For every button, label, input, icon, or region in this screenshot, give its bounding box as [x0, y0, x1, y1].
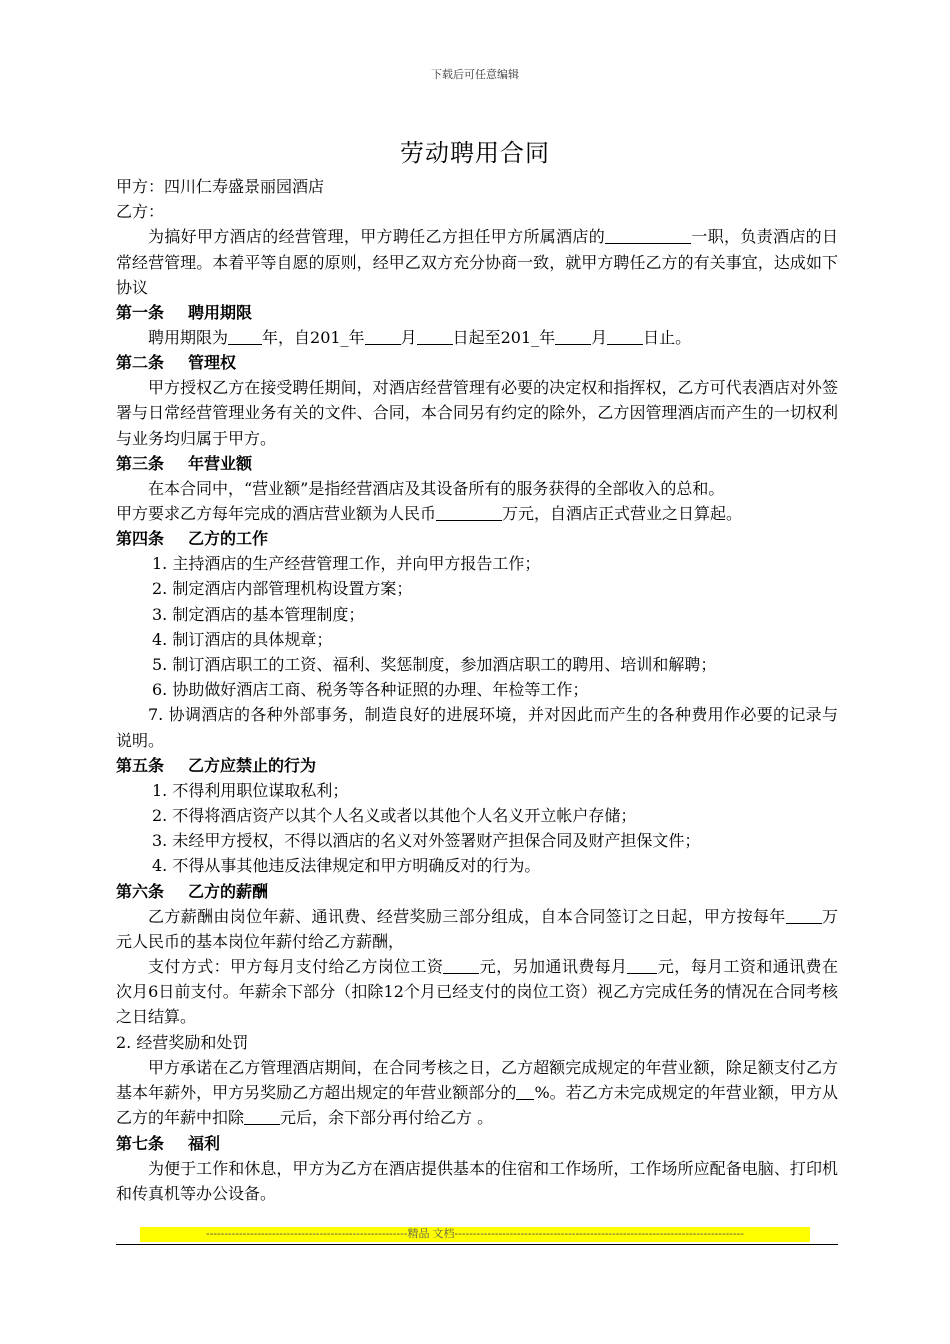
- bonus-percent-blank: [516, 1083, 534, 1100]
- section-5-number: 第五条: [116, 755, 165, 775]
- salary-text-1: 乙方薪酬由岗位年薪、通讯费、经营奖励三部分组成，自本合同签订之日起，甲方按每年: [148, 906, 786, 926]
- list-item: 2. 制定酒店内部管理机构设置方案；: [152, 579, 413, 599]
- bonus-subheading: 2. 经营奖励和处罚: [116, 1032, 249, 1052]
- monthly-wage-blank: [443, 957, 479, 974]
- list-item: 1. 主持酒店的生产经营管理工作，并向甲方报告工作；: [152, 554, 541, 574]
- intro-text-1: 为搞好甲方酒店的经营管理，甲方聘任乙方担任甲方所属酒店的: [148, 227, 606, 247]
- section-1-heading: [116, 300, 838, 325]
- start-month-blank: [365, 328, 401, 345]
- footer-banner: -------------------------------------------------------精品 文档-------------------------------------------------------------------------------: [140, 1227, 810, 1242]
- intro-paragraph: [116, 224, 838, 300]
- section-2-title: 管理权: [188, 353, 237, 373]
- section-1-body: [116, 325, 838, 350]
- payment-text-2: 元，另加通讯费每月: [479, 957, 628, 977]
- section-2-heading: [116, 350, 838, 375]
- term-years-blank: [228, 328, 262, 345]
- bonus-paragraph: [116, 1055, 838, 1131]
- section-2-number: 第二条: [116, 353, 165, 373]
- bonus-text-1: 甲方承诺在乙方管理酒店期间，在合同考核之日，乙方超额完成规定的年营业额，除足额支付乙方基本年薪外，甲方另奖励乙方超出规定的年营业额部分的: [116, 1057, 838, 1103]
- list-item: 3. 制定酒店的基本管理制度；: [152, 604, 365, 624]
- section-7-title: 福利: [188, 1133, 221, 1153]
- deduction-blank: [244, 1108, 280, 1125]
- list-item: 4. 不得从事其他违反法律规定和甲方明确反对的行为。: [152, 856, 541, 876]
- section-5-list: [116, 778, 838, 879]
- start-day-blank: [417, 328, 453, 345]
- end-day-blank: [607, 328, 643, 345]
- list-item: 1. 不得利用职位谋取私利；: [152, 780, 349, 800]
- salary-text-2: 万元人民币的基本岗位年薪付给乙方薪酬，: [116, 906, 838, 951]
- section-5-heading: [116, 753, 838, 778]
- revenue-text-2: 万元，自酒店正式营业之日算起。: [502, 504, 743, 524]
- term-text-6: 日止。: [643, 328, 692, 348]
- section-3-title: 年营业额: [188, 453, 253, 473]
- term-text-1: 聘用期限为: [148, 328, 229, 348]
- section-7-body: 为便于工作和休息，甲方为乙方在酒店提供基本的住宿和工作场所，工作场所应配备电脑、打印机和传真机等办公设备。: [116, 1158, 838, 1203]
- section-2-body: 甲方授权乙方在接受聘任期间，对酒店经营管理有必要的决定权和指挥权，乙方可代表酒店对外签署与日常经营管理业务有关的文件、合同，本合同另有约定的除外，乙方因管理酒店而产生的一切权利与业务均归属于甲方。: [116, 378, 838, 448]
- section-3-heading: [116, 451, 838, 476]
- section-6-heading: [116, 879, 838, 904]
- list-item: 7. 协调酒店的各种外部事务，制造良好的进展环境，并对因此而产生的各种费用作必要的记录与说明。: [116, 705, 838, 750]
- annual-salary-blank: [786, 907, 822, 924]
- list-item: 6. 协助做好酒店工商、税务等各种证照的办理、年检等工作；: [152, 680, 589, 700]
- header-note: 下载后可任意编辑: [431, 68, 519, 81]
- list-item: 5. 制订酒店职工的工资、福利、奖惩制度，参加酒店职工的聘用、培训和解聘；: [152, 655, 717, 675]
- section-1-title: 聘用期限: [188, 303, 253, 323]
- position-blank: [605, 227, 691, 244]
- section-6-number: 第六条: [116, 881, 165, 901]
- list-item: 4. 制订酒店的具体规章；: [152, 629, 333, 649]
- section-4-number: 第四条: [116, 529, 165, 549]
- contract-body: [116, 174, 838, 1206]
- section-1-number: 第一条: [116, 303, 165, 323]
- footer-divider: [116, 1244, 838, 1245]
- payment-text-3: 元，每月工资和通讯费在次月6日前支付。年薪余下部分（扣除12个月已经支付的岗位工资）视乙方完成任务的情况在合同考核之日结算。: [116, 957, 838, 1027]
- term-text-2: 年，自201_年: [262, 328, 365, 348]
- party-b: 乙方：: [116, 202, 165, 222]
- bonus-text-2: %。若乙方未完成规定的年营业额，甲方从乙方的年薪中扣除: [116, 1083, 838, 1128]
- party-a: 甲方：四川仁寿盛景丽园酒店: [116, 177, 325, 196]
- section-4-heading: [116, 526, 838, 551]
- section-4-list: [116, 551, 838, 702]
- section-3-revenue: [116, 501, 838, 526]
- revenue-blank: [436, 504, 502, 521]
- section-7-heading: [116, 1131, 838, 1156]
- term-text-3: 月: [400, 328, 417, 348]
- term-text-5: 月: [591, 328, 608, 348]
- section-5-title: 乙方应禁止的行为: [188, 755, 317, 775]
- section-3-number: 第三条: [116, 453, 165, 473]
- end-month-blank: [555, 328, 591, 345]
- list-item: 2. 不得将酒店资产以其个人名义或者以其他个人名义开立帐户存储；: [152, 806, 637, 826]
- payment-text-1: 支付方式：甲方每月支付给乙方岗位工资: [148, 957, 444, 977]
- document-title: 劳动聘用合同: [400, 139, 550, 167]
- salary-paragraph: [116, 904, 838, 954]
- bonus-text-3: 元后，余下部分再付给乙方 。: [280, 1108, 494, 1128]
- term-text-4: 日起至201_年: [452, 328, 556, 348]
- section-4-title: 乙方的工作: [188, 529, 269, 549]
- section-6-title: 乙方的薪酬: [188, 881, 269, 901]
- section-3-body: 在本合同中，“营业额”是指经营酒店及其设备所有的服务获得的全部收入的总和。: [148, 478, 725, 498]
- section-7-number: 第七条: [116, 1133, 165, 1153]
- comm-fee-blank: [627, 957, 657, 974]
- intro-text-2: 一职，负责酒店的日常经营管理。本着平等自愿的原则，经甲乙双方充分协商一致，就甲方聘任乙方的有关事宜，达成如下协议: [116, 227, 838, 297]
- payment-paragraph: [116, 954, 838, 1030]
- revenue-text-1: 甲方要求乙方每年完成的酒店营业额为人民币: [116, 504, 437, 524]
- list-item: 3. 未经甲方授权，不得以酒店的名义对外签署财产担保合同及财产担保文件；: [152, 831, 701, 851]
